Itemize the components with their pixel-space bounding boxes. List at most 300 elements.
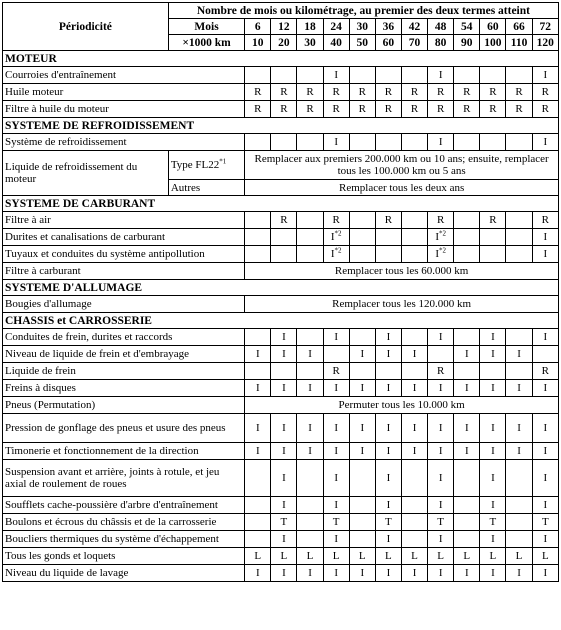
month-header: 42 xyxy=(401,19,427,35)
km-header: 80 xyxy=(428,35,454,51)
cell-value: R xyxy=(437,103,445,115)
cell-value: L xyxy=(306,550,314,562)
cell-value: I xyxy=(491,533,495,545)
suspension-cell xyxy=(323,460,349,497)
conduites-frein-cell xyxy=(532,329,558,346)
niveau-liquide-frein-cell xyxy=(323,346,349,363)
cell-value: I xyxy=(517,422,521,434)
cell-value: I xyxy=(438,382,443,394)
cell-value: I xyxy=(386,567,391,579)
niveau-liquide-frein-cell xyxy=(375,346,401,363)
boulons-ecrous-cell xyxy=(454,514,480,531)
filtre-huile-cell xyxy=(271,101,297,118)
table-row xyxy=(3,296,559,313)
filtre-huile-cell xyxy=(245,101,271,118)
km-header: 70 xyxy=(401,35,427,51)
cell-value: L xyxy=(254,550,262,562)
gonds-loquets-cell xyxy=(506,548,532,565)
timonerie-direction-cell xyxy=(245,443,271,460)
table-row xyxy=(3,246,559,263)
cell-value: I xyxy=(282,472,286,484)
courroies-cell xyxy=(271,67,297,84)
filtre-huile-cell xyxy=(297,101,323,118)
cell-value: I xyxy=(334,422,338,434)
cell-value: L xyxy=(358,550,366,562)
cell-value: I xyxy=(517,348,521,360)
soufflets-cell xyxy=(454,497,480,514)
boucliers-thermiques-cell xyxy=(480,531,506,548)
filtre-air-cell xyxy=(428,212,454,229)
suspension-cell xyxy=(297,460,323,497)
tuyaux-antipollution-cell xyxy=(454,246,480,263)
table-row xyxy=(3,263,559,280)
conduites-frein-cell xyxy=(428,329,454,346)
footnote-mark: *2 xyxy=(334,246,342,255)
cell-value: R xyxy=(541,86,549,98)
liquide-frein-cell xyxy=(271,363,297,380)
cell-value: I xyxy=(255,422,260,434)
boucliers-thermiques-cell xyxy=(349,531,375,548)
cell-value: I xyxy=(517,567,521,579)
cell-value: I xyxy=(386,348,391,360)
timonerie-direction-cell xyxy=(506,443,532,460)
systeme-refroidissement-cell xyxy=(245,134,271,151)
autres-interval: Remplacer tous les deux ans xyxy=(245,180,559,196)
freins-disques-cell xyxy=(297,380,323,397)
months-label: Mois xyxy=(168,19,244,35)
filtre-air-cell xyxy=(454,212,480,229)
filtre-huile-cell xyxy=(454,101,480,118)
boulons-ecrous-cell xyxy=(480,514,506,531)
timonerie-direction-cell xyxy=(323,443,349,460)
cell-value: I xyxy=(334,69,338,81)
cell-value: I xyxy=(464,382,469,394)
cell-value: I xyxy=(491,445,495,457)
niveau-lavage-cell xyxy=(323,565,349,582)
suspension-cell xyxy=(401,460,427,497)
maintenance-schedule-table xyxy=(2,2,559,582)
cell-value: R xyxy=(463,86,471,98)
month-header: 6 xyxy=(245,19,271,35)
km-header: 120 xyxy=(532,35,558,51)
cell-value: R xyxy=(410,103,419,115)
systeme-refroidissement-cell xyxy=(506,134,532,151)
schedule-body xyxy=(3,3,559,582)
courroies-cell xyxy=(401,67,427,84)
filtre-air-cell xyxy=(271,212,297,229)
huile-moteur-label: Huile moteur xyxy=(3,84,245,101)
cell-value: I xyxy=(386,499,391,511)
niveau-lavage-cell xyxy=(480,565,506,582)
filtre-air-cell xyxy=(323,212,349,229)
tuyaux-antipollution-cell xyxy=(480,246,506,263)
cell-value: R xyxy=(410,86,419,98)
niveau-liquide-frein-cell xyxy=(271,346,297,363)
niveau-lavage-cell xyxy=(297,565,323,582)
durites-carburant-cell xyxy=(245,229,271,246)
pression-pneus-cell xyxy=(271,414,297,443)
cell-value: I xyxy=(334,472,338,484)
suspension-cell xyxy=(506,460,532,497)
cell-value: R xyxy=(332,86,340,98)
boucliers-thermiques-cell xyxy=(323,531,349,548)
cell-value: I xyxy=(255,382,260,394)
niveau-liquide-frein-cell xyxy=(401,346,427,363)
durites-carburant-cell xyxy=(297,229,323,246)
gonds-loquets-cell xyxy=(297,548,323,565)
cell-value: I xyxy=(491,472,495,484)
soufflets-cell xyxy=(323,497,349,514)
huile-moteur-cell xyxy=(454,84,480,101)
cell-value: I xyxy=(464,567,469,579)
conduites-frein-cell xyxy=(323,329,349,346)
niveau-lavage-cell xyxy=(506,565,532,582)
suspension-cell xyxy=(480,460,506,497)
month-header: 48 xyxy=(428,19,454,35)
cell-value: I xyxy=(438,136,443,148)
boulons-ecrous-cell xyxy=(532,514,558,531)
cell-value: I xyxy=(491,422,495,434)
cell-value: R xyxy=(515,86,523,98)
table-row xyxy=(3,443,559,460)
boucliers-thermiques-cell xyxy=(297,531,323,548)
conduites-frein-cell xyxy=(454,329,480,346)
cell-value: I xyxy=(386,331,391,343)
cell-value: R xyxy=(541,103,549,115)
cell-value: R xyxy=(254,103,262,115)
cell-value: I xyxy=(517,382,521,394)
cell-value: R xyxy=(280,103,288,115)
cell-value: R xyxy=(489,103,497,115)
cell-value: L xyxy=(437,550,445,562)
durites-carburant-label: Durites et canalisations de carburant xyxy=(3,229,245,246)
tuyaux-antipollution-cell xyxy=(375,246,401,263)
tuyaux-antipollution-cell xyxy=(532,246,558,263)
cell-value: R xyxy=(254,86,262,98)
tuyaux-antipollution-cell xyxy=(349,246,375,263)
niveau-liquide-frein-cell xyxy=(245,346,271,363)
timonerie-direction-cell xyxy=(401,443,427,460)
boucliers-thermiques-cell xyxy=(375,531,401,548)
huile-moteur-cell xyxy=(245,84,271,101)
niveau-lavage-cell xyxy=(271,565,297,582)
boucliers-thermiques-cell xyxy=(506,531,532,548)
courroies-cell xyxy=(480,67,506,84)
cell-value: R xyxy=(358,103,366,115)
cell-value: I xyxy=(386,445,391,457)
cell-value: I xyxy=(464,348,469,360)
liquide-frein-cell xyxy=(428,363,454,380)
boucliers-thermiques-cell xyxy=(428,531,454,548)
systeme-refroidissement-cell xyxy=(349,134,375,151)
pression-pneus-cell xyxy=(532,414,558,443)
niveau-lavage-cell xyxy=(401,565,427,582)
huile-moteur-cell xyxy=(506,84,532,101)
cell-value: I xyxy=(282,331,286,343)
table-row xyxy=(3,84,559,101)
cell-value: I xyxy=(255,445,260,457)
filtre-huile-cell xyxy=(349,101,375,118)
freins-disques-cell xyxy=(245,380,271,397)
cell-value: I xyxy=(386,422,391,434)
liquide-frein-cell xyxy=(375,363,401,380)
soufflets-cell xyxy=(349,497,375,514)
systeme-refroidissement-cell xyxy=(480,134,506,151)
table-row xyxy=(3,514,559,531)
freins-disques-cell xyxy=(271,380,297,397)
boucliers-thermiques-cell xyxy=(454,531,480,548)
cell-value: I xyxy=(282,348,286,360)
km-header: 20 xyxy=(271,35,297,51)
table-row xyxy=(3,414,559,443)
soufflets-cell xyxy=(428,497,454,514)
cell-value: I xyxy=(543,136,548,148)
cell-value: R xyxy=(280,214,288,226)
cell-value: L xyxy=(411,550,418,562)
filtre-huile-cell xyxy=(375,101,401,118)
suspension-cell xyxy=(375,460,401,497)
cell-value: I xyxy=(491,382,495,394)
cell-value: I xyxy=(517,445,521,457)
durites-carburant-cell xyxy=(532,229,558,246)
soufflets-cell xyxy=(297,497,323,514)
cell-value: I xyxy=(282,382,286,394)
table-row xyxy=(3,346,559,363)
cell-value: I xyxy=(438,422,443,434)
cell-value: I xyxy=(412,567,417,579)
filtre-carburant-label: Filtre à carburant xyxy=(3,263,245,280)
liquide-frein-cell xyxy=(506,363,532,380)
tuyaux-antipollution-cell xyxy=(323,246,349,263)
gonds-loquets-cell xyxy=(271,548,297,565)
cell-value: T xyxy=(437,516,445,528)
liquide-frein-cell xyxy=(480,363,506,380)
cell-value: I xyxy=(543,382,548,394)
courroies-cell xyxy=(506,67,532,84)
huile-moteur-cell xyxy=(480,84,506,101)
km-header: 110 xyxy=(506,35,532,51)
systeme-refroidissement-label: Système de refroidissement xyxy=(3,134,245,151)
cell-value: I xyxy=(334,533,338,545)
cell-value: I xyxy=(438,445,443,457)
cell-value: I xyxy=(308,348,312,360)
systeme-refroidissement-cell xyxy=(297,134,323,151)
cell-value: L xyxy=(332,550,340,562)
filtre-air-cell xyxy=(480,212,506,229)
systeme-refroidissement-cell xyxy=(454,134,480,151)
tuyaux-antipollution-cell xyxy=(428,246,454,263)
liquide-frein-cell xyxy=(401,363,427,380)
cell-value: I xyxy=(334,567,338,579)
systeme-refroidissement-cell xyxy=(271,134,297,151)
section-moteur: MOTEUR xyxy=(3,51,559,67)
cell-value: I xyxy=(282,445,286,457)
cell-value: R xyxy=(306,86,314,98)
niveau-lavage-cell xyxy=(245,565,271,582)
cell-value: I xyxy=(543,472,548,484)
soufflets-cell xyxy=(532,497,558,514)
pneus-permutation-label: Pneus (Permutation) xyxy=(3,397,245,414)
cell-value: R xyxy=(437,214,445,226)
cell-value: I xyxy=(334,331,338,343)
freins-disques-cell xyxy=(349,380,375,397)
huile-moteur-cell xyxy=(401,84,427,101)
month-header: 60 xyxy=(480,19,506,35)
suspension-cell xyxy=(428,460,454,497)
boulons-ecrous-cell xyxy=(297,514,323,531)
cell-value: I xyxy=(412,422,417,434)
cell-value: L xyxy=(385,550,392,562)
section-allumage: SYSTEME D'ALLUMAGE xyxy=(3,280,559,296)
month-header: 72 xyxy=(532,19,558,35)
cell-value: R xyxy=(541,365,549,377)
courroies-cell xyxy=(349,67,375,84)
cell-value: I xyxy=(255,567,260,579)
filtre-huile-cell xyxy=(428,101,454,118)
periodicity-header: Périodicité xyxy=(3,3,169,51)
bougies-label: Bougies d'allumage xyxy=(3,296,245,313)
month-header: 66 xyxy=(506,19,532,35)
cell-value: I xyxy=(360,422,365,434)
durites-carburant-cell xyxy=(401,229,427,246)
courroies-cell xyxy=(245,67,271,84)
niveau-liquide-frein-cell xyxy=(506,346,532,363)
table-row xyxy=(3,531,559,548)
durites-carburant-cell xyxy=(323,229,349,246)
cell-value: R xyxy=(384,86,393,98)
boulons-ecrous-cell xyxy=(271,514,297,531)
cell-value: L xyxy=(280,550,288,562)
boulons-ecrous-cell xyxy=(401,514,427,531)
filtre-huile-cell xyxy=(532,101,558,118)
systeme-refroidissement-cell xyxy=(532,134,558,151)
boulons-ecrous-cell xyxy=(428,514,454,531)
boucliers-thermiques-cell xyxy=(245,531,271,548)
cell-value: I xyxy=(438,567,443,579)
cell-value: I xyxy=(282,422,286,434)
table-row xyxy=(3,67,559,84)
systeme-refroidissement-cell xyxy=(323,134,349,151)
cell-value: R xyxy=(489,86,497,98)
conduites-frein-cell xyxy=(349,329,375,346)
cell-value: I xyxy=(334,382,338,394)
gonds-loquets-cell xyxy=(454,548,480,565)
pression-pneus-cell xyxy=(375,414,401,443)
niveau-lavage-cell xyxy=(454,565,480,582)
niveau-lavage-cell xyxy=(532,565,558,582)
soufflets-cell xyxy=(506,497,532,514)
freins-disques-cell xyxy=(506,380,532,397)
table-row xyxy=(3,329,559,346)
pression-pneus-cell xyxy=(297,414,323,443)
liquide-frein-cell xyxy=(532,363,558,380)
cell-value: I xyxy=(330,231,335,243)
boulons-ecrous-cell xyxy=(323,514,349,531)
huile-moteur-cell xyxy=(375,84,401,101)
boucliers-thermiques-label: Boucliers thermiques du système d'échappement xyxy=(3,531,245,548)
gonds-loquets-cell xyxy=(245,548,271,565)
durites-carburant-cell xyxy=(506,229,532,246)
month-header: 30 xyxy=(349,19,375,35)
cell-value: T xyxy=(489,516,497,528)
cell-value: I xyxy=(282,499,286,511)
freins-disques-cell xyxy=(480,380,506,397)
cell-value: I xyxy=(543,567,548,579)
gonds-loquets-cell xyxy=(375,548,401,565)
systeme-refroidissement-cell xyxy=(375,134,401,151)
cell-value: T xyxy=(385,516,392,528)
tuyaux-antipollution-cell xyxy=(297,246,323,263)
cell-value: I xyxy=(282,533,286,545)
boulons-ecrous-cell xyxy=(349,514,375,531)
gonds-loquets-cell xyxy=(349,548,375,565)
huile-moteur-cell xyxy=(532,84,558,101)
timonerie-direction-cell xyxy=(454,443,480,460)
boulons-ecrous-cell xyxy=(506,514,532,531)
cell-value: I xyxy=(491,348,495,360)
liquide-refroidissement-label: Liquide de refroidissement du moteur xyxy=(3,151,169,196)
table-row xyxy=(3,565,559,582)
timonerie-direction-cell xyxy=(271,443,297,460)
niveau-lavage-cell xyxy=(349,565,375,582)
soufflets-cell xyxy=(401,497,427,514)
month-header: 54 xyxy=(454,19,480,35)
cell-value: I xyxy=(386,533,391,545)
month-header: 12 xyxy=(271,19,297,35)
conduites-frein-cell xyxy=(375,329,401,346)
filtre-huile-label: Filtre à huile du moteur xyxy=(3,101,245,118)
huile-moteur-cell xyxy=(297,84,323,101)
cell-value: I xyxy=(255,348,260,360)
courroies-cell xyxy=(454,67,480,84)
month-header: 36 xyxy=(375,19,401,35)
freins-disques-cell xyxy=(428,380,454,397)
month-header: 18 xyxy=(297,19,323,35)
cell-value: I xyxy=(334,445,338,457)
cell-value: T xyxy=(280,516,288,528)
filtre-air-cell xyxy=(297,212,323,229)
conduites-frein-label: Conduites de frein, durites et raccords xyxy=(3,329,245,346)
liquide-frein-cell xyxy=(349,363,375,380)
boulons-ecrous-cell xyxy=(375,514,401,531)
cell-value: R xyxy=(384,214,393,226)
month-header: 24 xyxy=(323,19,349,35)
filtre-huile-cell xyxy=(323,101,349,118)
table-row xyxy=(3,397,559,414)
cell-value: L xyxy=(489,550,497,562)
cell-value: I xyxy=(435,231,439,243)
km-header: 90 xyxy=(454,35,480,51)
pression-pneus-cell xyxy=(480,414,506,443)
gonds-loquets-cell xyxy=(480,548,506,565)
pression-pneus-cell xyxy=(506,414,532,443)
niveau-liquide-frein-cell xyxy=(349,346,375,363)
durites-carburant-cell xyxy=(375,229,401,246)
boulons-ecrous-label: Boulons et écrous du châssis et de la carrosserie xyxy=(3,514,245,531)
table-row xyxy=(3,134,559,151)
cell-value: I xyxy=(360,445,365,457)
durites-carburant-cell xyxy=(454,229,480,246)
gonds-loquets-cell xyxy=(323,548,349,565)
liquide-frein-cell xyxy=(323,363,349,380)
conduites-frein-cell xyxy=(506,329,532,346)
cell-value: I xyxy=(543,69,548,81)
cell-value: I xyxy=(360,348,365,360)
courroies-cell xyxy=(428,67,454,84)
timonerie-direction-cell xyxy=(428,443,454,460)
km-header: 40 xyxy=(323,35,349,51)
cell-value: I xyxy=(543,231,548,243)
